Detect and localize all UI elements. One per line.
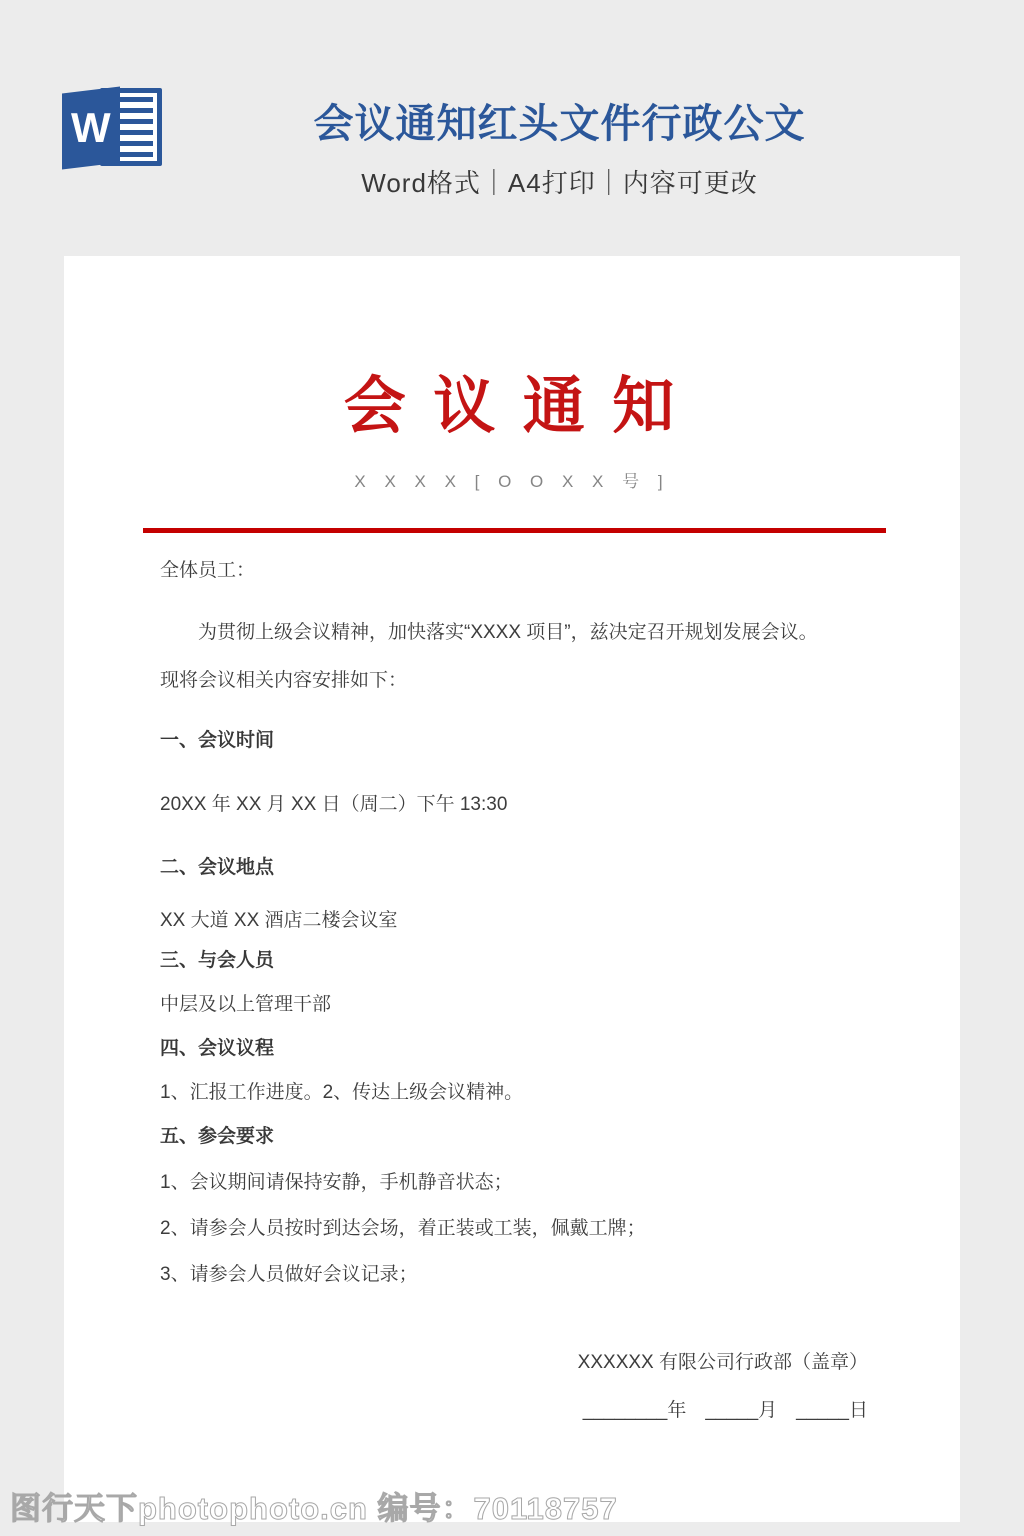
salutation: 全体员工： <box>160 560 256 581</box>
section-heading: 一、会议时间 <box>160 730 275 751</box>
paragraph: 为贯彻上级会议精神，加快落实“XXXX 项目”，兹决定召开规划发展会议。 <box>198 622 818 643</box>
template-title: 会议通知红头文件行政公文 <box>313 102 806 146</box>
section-heading: 五、参会要求 <box>160 1126 275 1147</box>
paragraph: XX 大道 XX 酒店二楼会议室 <box>160 910 398 931</box>
signature-org: XXXXXX 有限公司行政部（盖章） <box>577 1352 868 1373</box>
template-header <box>0 0 1024 256</box>
document-number: X X X X [ O O X X 号 ] <box>354 472 670 491</box>
paragraph: 3、请参会人员做好会议记录； <box>160 1264 418 1285</box>
signature-date: ________年 _____月 _____日 <box>582 1400 868 1421</box>
section-heading: 四、会议议程 <box>160 1038 275 1059</box>
signature-block <box>64 1351 960 1423</box>
paragraph: 中层及以上管理干部 <box>160 994 332 1015</box>
template-subtitle: Word格式｜A4打印｜内容可更改 <box>361 168 758 198</box>
paragraph: 2、请参会人员按时到达会场，着正装或工装，佩戴工牌； <box>160 1218 646 1239</box>
document-page <box>64 256 960 1522</box>
paragraph: 1、会议期间请保持安静，手机静音状态； <box>160 1172 513 1193</box>
paragraph: 现将会议相关内容安排如下： <box>160 670 408 691</box>
paragraph: 1、汇报工作进度。2、传达上级会议精神。 <box>160 1082 524 1103</box>
document-body <box>64 559 960 1287</box>
paragraph: 20XX 年 XX 月 XX 日（周二）下午 13:30 <box>160 794 508 815</box>
section-heading: 二、会议地点 <box>160 857 275 878</box>
header-text-block <box>95 92 1024 200</box>
word-letter: W <box>71 104 111 151</box>
document-title: 会 议 通 知 <box>343 373 681 441</box>
watermark: 图行天下photophoto.cn 编号：70118757 <box>10 1491 618 1526</box>
section-heading: 三、与会人员 <box>160 950 275 971</box>
red-header-rule <box>143 528 886 533</box>
